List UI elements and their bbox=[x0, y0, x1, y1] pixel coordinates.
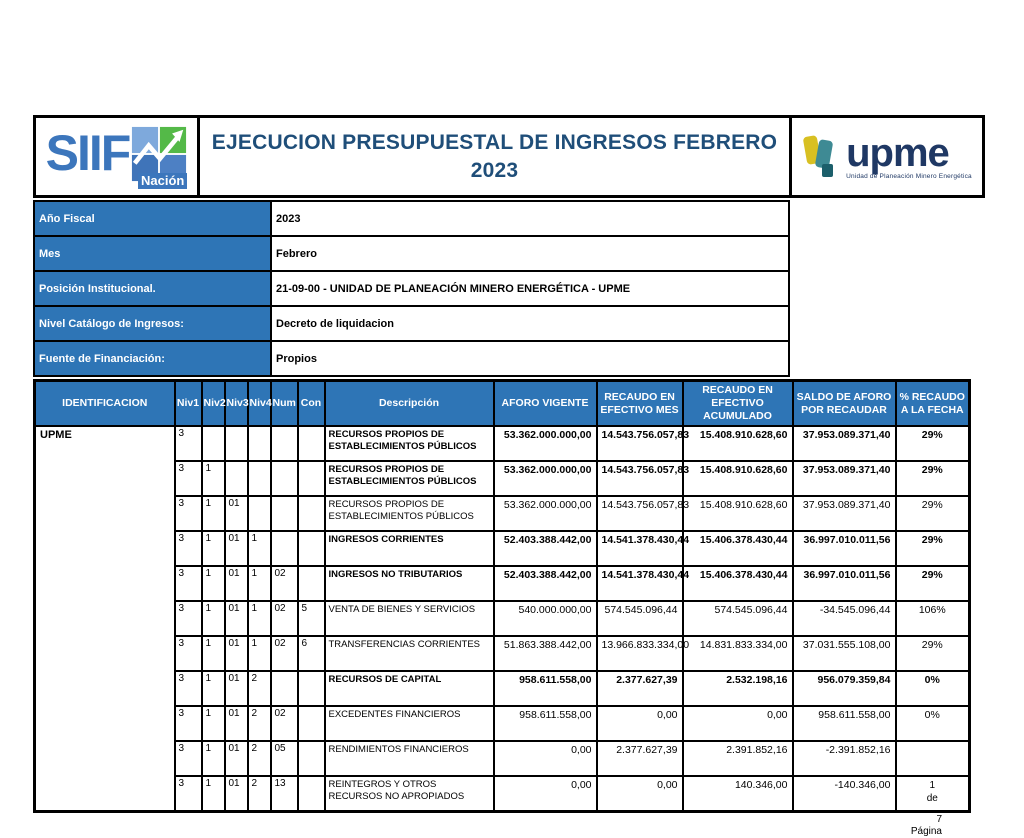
table-row bbox=[35, 566, 970, 601]
cell-num: 02 bbox=[271, 706, 298, 741]
page-total: 7 bbox=[936, 813, 942, 825]
cell-pct: 0% bbox=[896, 706, 970, 741]
cell-acum: 15.406.378.430,44 bbox=[683, 531, 793, 566]
cell-niv2: 1 bbox=[202, 496, 225, 531]
cell-desc: REINTEGROS Y OTROS RECURSOS NO APROPIADOS bbox=[325, 776, 494, 811]
cell-niv2: 1 bbox=[202, 706, 225, 741]
cell-num bbox=[271, 671, 298, 706]
cell-niv3: 01 bbox=[225, 601, 248, 636]
col-niv1: Niv1 bbox=[175, 381, 202, 427]
cell-aforo: 53.362.000.000,00 bbox=[494, 461, 597, 496]
cell-pct: 29% bbox=[896, 566, 970, 601]
cell-niv1: 3 bbox=[175, 461, 202, 496]
siif-chart-icon bbox=[131, 126, 187, 187]
cell-con bbox=[298, 741, 325, 776]
meta-row-ano-fiscal bbox=[34, 201, 789, 236]
page-current-cell bbox=[896, 776, 970, 811]
siif-logo-subtext: Nación bbox=[138, 173, 187, 189]
col-num: Num bbox=[271, 381, 298, 427]
cell-niv4: 1 bbox=[248, 601, 271, 636]
cell-niv1: 3 bbox=[175, 426, 202, 461]
meta-label: Mes bbox=[34, 236, 271, 271]
cell-niv4: 2 bbox=[248, 776, 271, 811]
cell-acum: 14.831.833.334,00 bbox=[683, 636, 793, 671]
cell-acum: 15.408.910.628,60 bbox=[683, 496, 793, 531]
siif-logo bbox=[33, 115, 200, 198]
cell-mes: 14.541.378.430,44 bbox=[597, 566, 683, 601]
cell-saldo: 37.031.555.108,00 bbox=[793, 636, 896, 671]
cell-desc: RENDIMIENTOS FINANCIEROS bbox=[325, 741, 494, 776]
cell-niv4 bbox=[248, 461, 271, 496]
meta-label: Año Fiscal bbox=[34, 201, 271, 236]
table-row bbox=[35, 426, 970, 461]
cell-niv4 bbox=[248, 426, 271, 461]
cell-num: 05 bbox=[271, 741, 298, 776]
cell-acum: 15.406.378.430,44 bbox=[683, 566, 793, 601]
cell-mes: 0,00 bbox=[597, 776, 683, 811]
cell-niv1: 3 bbox=[175, 741, 202, 776]
cell-pct: 29% bbox=[896, 636, 970, 671]
cell-niv3: 01 bbox=[225, 706, 248, 741]
cell-acum: 2.391.852,16 bbox=[683, 741, 793, 776]
cell-acum: 574.545.096,44 bbox=[683, 601, 793, 636]
cell-con bbox=[298, 566, 325, 601]
cell-mes: 2.377.627,39 bbox=[597, 741, 683, 776]
cell-niv2: 1 bbox=[202, 776, 225, 811]
table-row bbox=[35, 531, 970, 566]
table-row bbox=[35, 741, 970, 776]
cell-acum: 15.408.910.628,60 bbox=[683, 461, 793, 496]
cell-niv2: 1 bbox=[202, 601, 225, 636]
cell-desc: RECURSOS PROPIOS DE ESTABLECIMIENTOS PÚBLICOS bbox=[325, 496, 494, 531]
cell-niv4: 1 bbox=[248, 636, 271, 671]
cell-mes: 0,00 bbox=[597, 706, 683, 741]
cell-mes: 14.543.756.057,83 bbox=[597, 461, 683, 496]
page-indicator bbox=[33, 814, 968, 838]
cell-num bbox=[271, 496, 298, 531]
cell-niv2: 1 bbox=[202, 566, 225, 601]
meta-value: Propios bbox=[271, 341, 789, 376]
cell-num bbox=[271, 426, 298, 461]
siif-logo-text: SIIF bbox=[45, 125, 130, 181]
cell-aforo: 51.863.388.442,00 bbox=[494, 636, 597, 671]
cell-niv3 bbox=[225, 426, 248, 461]
cell-niv4: 2 bbox=[248, 671, 271, 706]
cell-num: 02 bbox=[271, 566, 298, 601]
cell-aforo: 958.611.558,00 bbox=[494, 671, 597, 706]
cell-aforo: 52.403.388.442,00 bbox=[494, 566, 597, 601]
cell-niv2: 1 bbox=[202, 461, 225, 496]
cell-mes: 13.966.833.334,00 bbox=[597, 636, 683, 671]
page-label: Página bbox=[910, 825, 942, 837]
cell-desc: VENTA DE BIENES Y SERVICIOS bbox=[325, 601, 494, 636]
table-header-row bbox=[35, 381, 970, 427]
cell-num: 13 bbox=[271, 776, 298, 811]
cell-acum: 15.408.910.628,60 bbox=[683, 426, 793, 461]
cell-desc: RECURSOS PROPIOS DE ESTABLECIMIENTOS PÚBLICOS bbox=[325, 426, 494, 461]
cell-niv3 bbox=[225, 461, 248, 496]
cell-num bbox=[271, 531, 298, 566]
cell-desc: TRANSFERENCIAS CORRIENTES bbox=[325, 636, 494, 671]
cell-niv3: 01 bbox=[225, 636, 248, 671]
table-row bbox=[35, 671, 970, 706]
cell-mes: 574.545.096,44 bbox=[597, 601, 683, 636]
report-title-line1: EJECUCION PRESUPUESTAL DE INGRESOS FEBRERO bbox=[211, 130, 778, 154]
col-saldo-aforo: SALDO DE AFORO POR RECAUDAR bbox=[793, 381, 896, 427]
cell-niv1: 3 bbox=[175, 776, 202, 811]
col-identificacion: IDENTIFICACION bbox=[35, 381, 175, 427]
cell-niv3: 01 bbox=[225, 776, 248, 811]
cell-con bbox=[298, 671, 325, 706]
cell-con: 5 bbox=[298, 601, 325, 636]
col-recaudo-mes: RECAUDO EN EFECTIVO MES bbox=[597, 381, 683, 427]
cell-saldo: -140.346,00 bbox=[793, 776, 896, 811]
cell-niv1: 3 bbox=[175, 566, 202, 601]
cell-niv3: 01 bbox=[225, 671, 248, 706]
cell-mes: 14.543.756.057,83 bbox=[597, 496, 683, 531]
cell-niv1: 3 bbox=[175, 531, 202, 566]
meta-label: Posición Institucional. bbox=[34, 271, 271, 306]
cell-aforo: 0,00 bbox=[494, 776, 597, 811]
cell-pct: 29% bbox=[896, 426, 970, 461]
cell-niv2 bbox=[202, 426, 225, 461]
meta-row-fuente-financiacion bbox=[34, 341, 789, 376]
cell-mes: 2.377.627,39 bbox=[597, 671, 683, 706]
col-pct-recaudo: % RECAUDO A LA FECHA bbox=[896, 381, 970, 427]
meta-value: Febrero bbox=[271, 236, 789, 271]
cell-num: 02 bbox=[271, 636, 298, 671]
cell-niv1: 3 bbox=[175, 496, 202, 531]
col-descripcion: Descripción bbox=[325, 381, 494, 427]
cell-niv2: 1 bbox=[202, 531, 225, 566]
col-aforo-vigente: AFORO VIGENTE bbox=[494, 381, 597, 427]
col-niv2: Niv2 bbox=[202, 381, 225, 427]
page-current: 1 bbox=[929, 780, 936, 792]
cell-con bbox=[298, 776, 325, 811]
cell-con: 6 bbox=[298, 636, 325, 671]
meta-row-nivel-catalogo bbox=[34, 306, 789, 341]
cell-pct: 0% bbox=[896, 671, 970, 706]
cell-num: 02 bbox=[271, 601, 298, 636]
cell-niv3: 01 bbox=[225, 566, 248, 601]
meta-label: Nivel Catálogo de Ingresos: bbox=[34, 306, 271, 341]
cell-aforo: 53.362.000.000,00 bbox=[494, 496, 597, 531]
cell-desc: INGRESOS NO TRIBUTARIOS bbox=[325, 566, 494, 601]
cell-saldo: 36.997.010.011,56 bbox=[793, 531, 896, 566]
cell-niv2: 1 bbox=[202, 671, 225, 706]
cell-saldo: 37.953.089.371,40 bbox=[793, 496, 896, 531]
cell-saldo: -2.391.852,16 bbox=[793, 741, 896, 776]
meta-value: 2023 bbox=[271, 201, 789, 236]
upme-logo-text: upme bbox=[846, 130, 949, 175]
table-row bbox=[35, 461, 970, 496]
cell-desc: INGRESOS CORRIENTES bbox=[325, 531, 494, 566]
budget-report bbox=[33, 115, 985, 838]
upme-logo-tagline: Unidad de Planeación Minero Energética bbox=[846, 172, 972, 180]
cell-mes: 14.543.756.057,83 bbox=[597, 426, 683, 461]
cell-niv4: 2 bbox=[248, 706, 271, 741]
cell-saldo: -34.545.096,44 bbox=[793, 601, 896, 636]
report-metadata bbox=[33, 200, 790, 377]
cell-niv1: 3 bbox=[175, 636, 202, 671]
cell-con bbox=[298, 461, 325, 496]
cell-saldo: 958.611.558,00 bbox=[793, 706, 896, 741]
upme-logo bbox=[789, 115, 985, 198]
cell-saldo: 956.079.359,84 bbox=[793, 671, 896, 706]
cell-aforo: 52.403.388.442,00 bbox=[494, 531, 597, 566]
upme-emblem-icon bbox=[802, 128, 842, 185]
cell-pct: 29% bbox=[896, 531, 970, 566]
cell-aforo: 53.362.000.000,00 bbox=[494, 426, 597, 461]
cell-acum: 2.532.198,16 bbox=[683, 671, 793, 706]
report-header bbox=[33, 115, 985, 198]
cell-desc: RECURSOS DE CAPITAL bbox=[325, 671, 494, 706]
cell-desc: EXCEDENTES FINANCIEROS bbox=[325, 706, 494, 741]
cell-con bbox=[298, 426, 325, 461]
meta-row-mes bbox=[34, 236, 789, 271]
table-row bbox=[35, 601, 970, 636]
cell-pct: 29% bbox=[896, 496, 970, 531]
col-niv3: Niv3 bbox=[225, 381, 248, 427]
cell-pct bbox=[896, 741, 970, 776]
cell-saldo: 37.953.089.371,40 bbox=[793, 426, 896, 461]
cell-con bbox=[298, 531, 325, 566]
cell-acum: 140.346,00 bbox=[683, 776, 793, 811]
cell-niv3: 01 bbox=[225, 531, 248, 566]
table-row bbox=[35, 776, 970, 811]
budget-table bbox=[33, 379, 971, 813]
cell-desc: RECURSOS PROPIOS DE ESTABLECIMIENTOS PÚBLICOS bbox=[325, 461, 494, 496]
cell-acum: 0,00 bbox=[683, 706, 793, 741]
cell-pct: 29% bbox=[896, 461, 970, 496]
col-recaudo-acumulado: RECAUDO EN EFECTIVO ACUMULADO bbox=[683, 381, 793, 427]
cell-niv4: 1 bbox=[248, 531, 271, 566]
cell-saldo: 36.997.010.011,56 bbox=[793, 566, 896, 601]
cell-niv3: 01 bbox=[225, 741, 248, 776]
cell-niv4 bbox=[248, 496, 271, 531]
cell-aforo: 958.611.558,00 bbox=[494, 706, 597, 741]
cell-con bbox=[298, 496, 325, 531]
cell-niv2: 1 bbox=[202, 741, 225, 776]
meta-value: 21-09-00 - UNIDAD DE PLANEACIÓN MINERO ENERGÉTICA - UPME bbox=[271, 271, 789, 306]
cell-niv1: 3 bbox=[175, 671, 202, 706]
cell-pct: 106% bbox=[896, 601, 970, 636]
table-row bbox=[35, 636, 970, 671]
cell-niv4: 2 bbox=[248, 741, 271, 776]
identification-cell: UPME bbox=[35, 426, 175, 811]
col-niv4: Niv4 bbox=[248, 381, 271, 427]
cell-mes: 14.541.378.430,44 bbox=[597, 531, 683, 566]
table-row bbox=[35, 706, 970, 741]
report-title bbox=[200, 115, 789, 198]
cell-niv1: 3 bbox=[175, 601, 202, 636]
col-con: Con bbox=[298, 381, 325, 427]
cell-niv4: 1 bbox=[248, 566, 271, 601]
cell-niv1: 3 bbox=[175, 706, 202, 741]
cell-aforo: 540.000.000,00 bbox=[494, 601, 597, 636]
cell-num bbox=[271, 461, 298, 496]
meta-row-posicion-institucional bbox=[34, 271, 789, 306]
page-separator: de bbox=[926, 793, 938, 805]
cell-con bbox=[298, 706, 325, 741]
cell-niv3: 01 bbox=[225, 496, 248, 531]
cell-aforo: 0,00 bbox=[494, 741, 597, 776]
cell-niv2: 1 bbox=[202, 636, 225, 671]
meta-value: Decreto de liquidacion bbox=[271, 306, 789, 341]
meta-label: Fuente de Financiación: bbox=[34, 341, 271, 376]
cell-saldo: 37.953.089.371,40 bbox=[793, 461, 896, 496]
report-title-line2: 2023 bbox=[470, 158, 519, 182]
table-row bbox=[35, 496, 970, 531]
